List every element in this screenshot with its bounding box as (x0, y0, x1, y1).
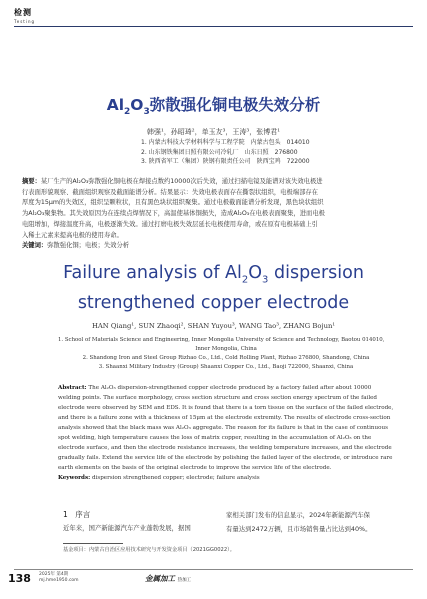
title-cn-sub2: 3 (143, 107, 150, 118)
journal-name (145, 573, 191, 584)
title-cn (0, 93, 427, 117)
affiliations-cn (141, 138, 310, 167)
issue-line1: 2025年 第4期 (39, 572, 69, 577)
affiliation-cn-3: 3. 陕西省军工（集团）陕钢有限责任公司 陕西宝鸡 722000 (141, 158, 310, 165)
footnote-rule (63, 543, 123, 544)
authors-en: HAN Qiang¹, SUN Zhaoqi², SHAN Yuyou³, WANG Tao³, ZHANG Bojun¹ (91, 322, 336, 330)
category-cn: 检测 (14, 8, 32, 17)
abstract-en-line: gradually fails. Extend the service life of the electrode by polishing the failed layer of the electrode, or introduce rare (58, 455, 393, 461)
affiliation-en-1b: Inner Mongolia, China (195, 346, 257, 352)
title-en-line1 (0, 262, 427, 292)
body-right-line-1: 家相关部门发布的信息显示，2024年新能源汽车保 (226, 511, 371, 519)
abstract-cn-line: 为Al₂O₃聚集物。其失效原因为在连续点焊情况下，高温使基体铜损失，造成Al₂O₃在电极表面聚集，进而电极 (22, 210, 325, 218)
journal-suffix: 热加工 (177, 578, 192, 583)
title-en-line2: strengthened copper electrode (77, 292, 350, 313)
title-en-mid: O (248, 263, 263, 283)
affiliation-en-1: 1. School of Materials Science and Engineering, Inner Mongolia University of Science and Technology, Baotou 014010, (58, 337, 385, 343)
abstract-en-line: and there is a failure zone with a thickness of 15μm at the electrode extremity. The results of electrode cross-section (58, 415, 391, 421)
title-cn-prefix: Al (106, 96, 125, 114)
issue-line2: mj.hme1950.com (39, 577, 79, 583)
keywords-cn-label: 关键词： (22, 242, 48, 250)
affiliation-en-3: 3. Shaanxi Military Industry (Group) Shaanxi Copper Co., Ltd., Baoji 722000, Shaanxi, China (98, 364, 354, 370)
abstract-cn-line: 电阻增加，焊接温度升高，电极逐渐失效。通过打磨电极失效层延长电极使用寿命，或在原有电极基础上引 (22, 220, 318, 228)
footer-rule (14, 569, 413, 570)
abstract-cn-line (22, 177, 406, 188)
body-text-right (226, 509, 372, 536)
abstract-en-line: analysis showed that the black mass was Al₂O₃ aggregate. The reason for its failure is that in the case of continuous (58, 425, 388, 431)
keywords-cn-text: 弥散强化铜；电极；失效分析 (47, 242, 130, 250)
keywords-en-label: Keywords: (58, 475, 91, 481)
abstract-en (58, 383, 394, 483)
fund-note: 基金项目：内蒙古自治区应用技术研究与开发资金项目（2021GG0022）。 (63, 547, 235, 553)
abstract-cn-text: 某厂生产的Al₂O₃弥散强化铜电极在焊接点数约10000次后失效，通过扫描电镜及能谱对该失效电极进 (40, 178, 323, 185)
title-cn-sub1: 2 (124, 107, 131, 118)
authors-cn: 韩强¹，孙昭琦²，单玉友³，王涛³，张博君¹ (146, 128, 281, 136)
title-en-suffix: dispersion (268, 263, 364, 283)
abstract-cn-line: 入稀土元素来提高电极的使用寿命。 (22, 231, 123, 239)
title-en-sub2: 3 (262, 274, 269, 286)
affiliation-en-2: 2. Shandong Iron and Steel Group Rizhao Co., Ltd., Cold Rolling Plant, Rizhao 276800, Shandong, China (82, 355, 370, 361)
abstract-cn-line: 厚度为15μm的失效区，组织呈颗粒状，且有黑色块状组织聚集。通过电极截面能谱分析发现，黑色块状组织 (22, 199, 324, 207)
keywords-cn (22, 241, 406, 252)
abstract-cn-label: 摘要： (22, 178, 41, 185)
category-en: Testing (14, 19, 36, 24)
title-cn-suffix: 弥散强化铜电极失效分析 (149, 96, 321, 114)
body-text-left: 近年来，国产新能源汽车产业蓬勃发展，据国 (63, 524, 191, 532)
abstract-en-text: The Al₂O₃ dispersion-strengthened copper electrode produced by a factory failed after about 10000 (86, 385, 372, 391)
title-en-sub1: 2 (241, 274, 249, 286)
abstract-cn (22, 177, 406, 252)
affiliation-cn-1: 1. 内蒙古科技大学材料科学与工程学院 内蒙古包头 014010 (141, 139, 310, 146)
issue-info (39, 572, 79, 583)
abstract-en-line: welding points. The surface morphology, cross section structure and cross section energy spectrum of the failed (58, 395, 378, 401)
page-number: 138 (8, 572, 31, 585)
section-number: 1 (63, 510, 68, 519)
section-title: 序言 (75, 510, 91, 519)
title-en-prefix: Failure analysis of Al (63, 263, 242, 283)
affiliation-cn-2: 2. 山东钢铁集团日照有限公司冷轧厂 山东日照 276800 (141, 148, 298, 156)
keywords-en (58, 473, 391, 483)
section-heading (63, 509, 90, 520)
title-en (0, 262, 427, 315)
abstract-en-line (58, 383, 391, 393)
abstract-en-line: earth elements on the basis of the original electrode to improve the service life of the electrode. (58, 465, 332, 471)
header-rule (14, 26, 413, 27)
abstract-en-line: electrode surface, and then the electrode resistance increases, the welding temperature increases, and the electrode (58, 445, 392, 451)
journal-title: 金属加工 (145, 574, 175, 583)
body-right-line-2: 有量达到2472万辆，且市场销售量占比达到40%。 (226, 524, 372, 533)
affiliations-en (58, 336, 394, 372)
abstract-en-line: spot welding, high temperature causes the loss of matrix copper, resulting in the accumulation of Al₂O₃ on the (58, 435, 372, 441)
keywords-en-text: dispersion strengthened copper; electrode; failure analysis (90, 475, 260, 481)
abstract-en-label: Abstract: (58, 385, 87, 391)
abstract-cn-line: 行表面形貌观察、截面组织观察及截面能谱分析。结果显示：失效电极表面存在撕裂状组织，电极端部存在 (22, 188, 318, 196)
title-cn-mid: O (130, 96, 144, 114)
abstract-en-line: electrode were observed by SEM and EDS. It is found that there is a torn tissue on the surface of the failed electrode, (58, 405, 394, 411)
section-category (14, 7, 35, 24)
